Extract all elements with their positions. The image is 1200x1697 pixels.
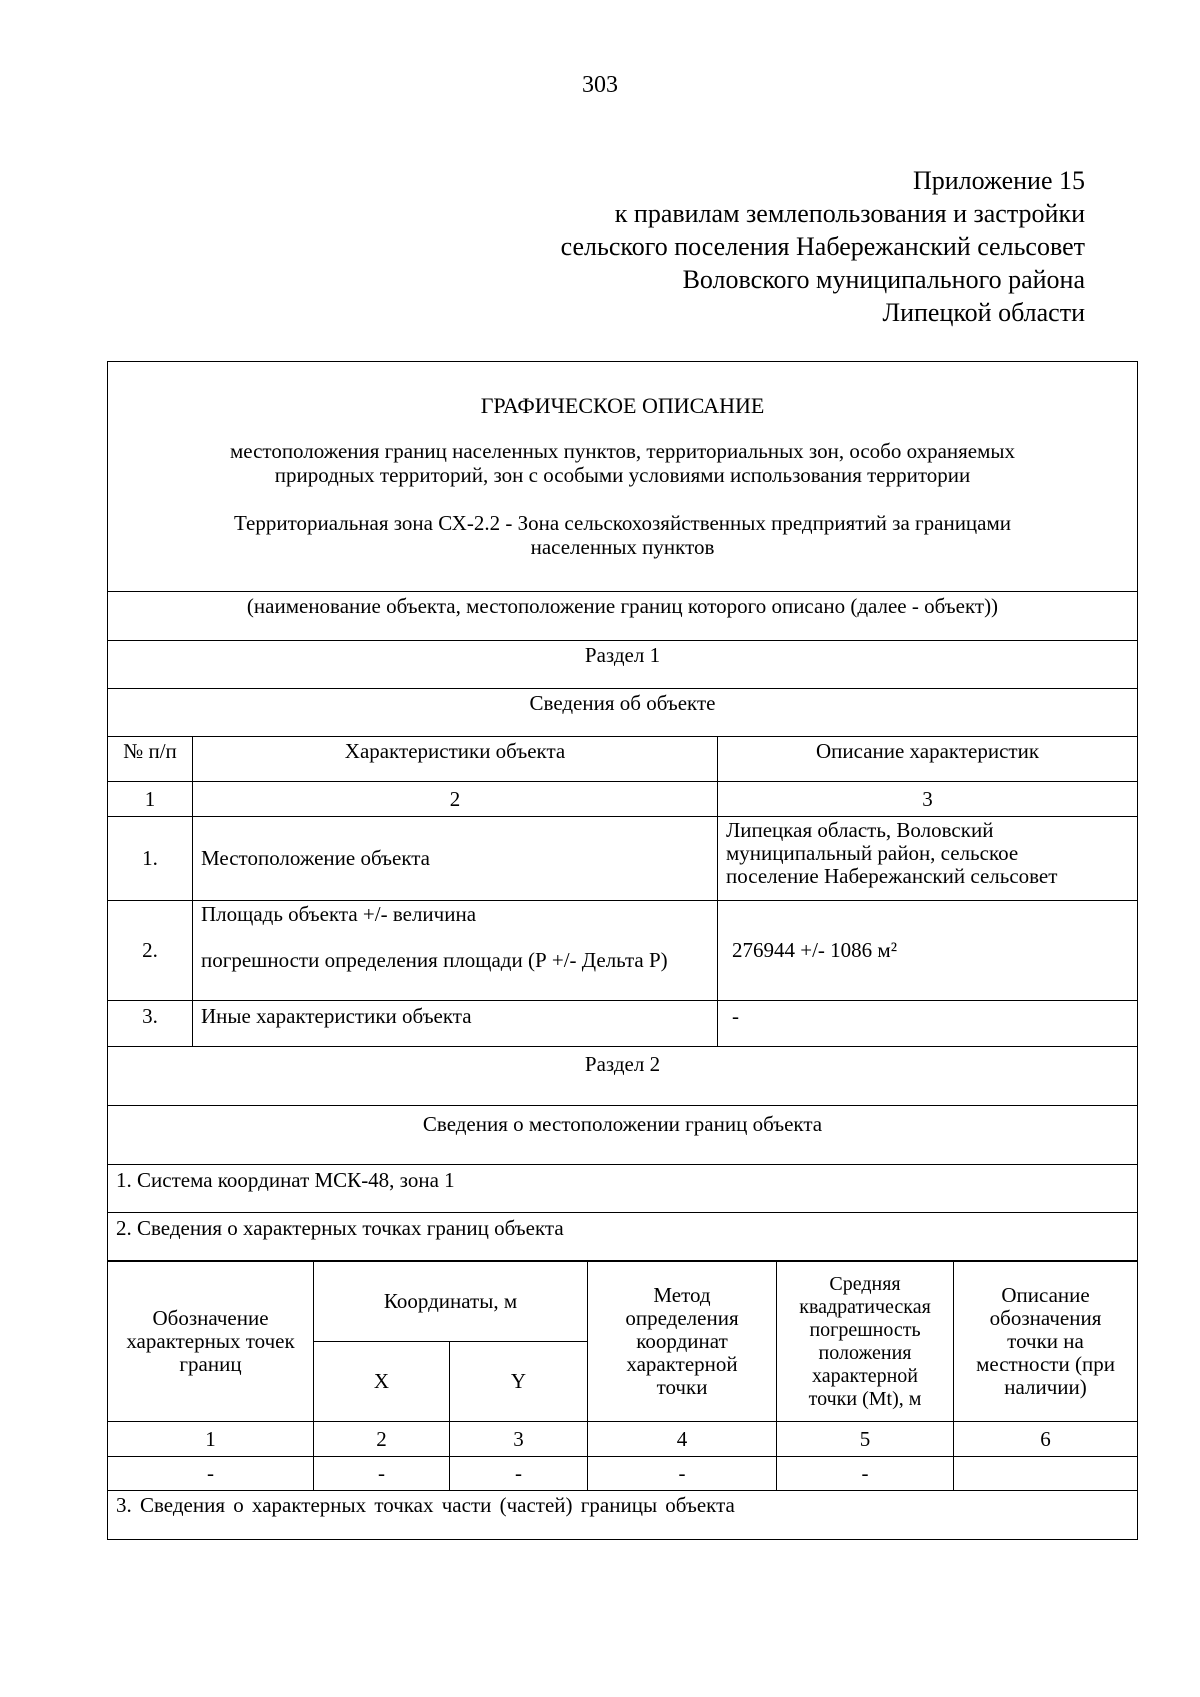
col-point-designation <box>108 1262 314 1422</box>
header-line: квадратическая <box>799 1295 931 1318</box>
col-x: X <box>314 1342 450 1422</box>
description-table <box>107 361 1138 1261</box>
cell-method: - <box>588 1457 777 1491</box>
row-value <box>718 1001 1138 1047</box>
row-characteristic <box>193 901 718 1001</box>
header-line: характерных точек <box>126 1329 295 1353</box>
value-line: 276944 +/- 1086 м² <box>732 938 898 962</box>
value-line: муниципальный район, сельское <box>726 841 1019 865</box>
value-line: Липецкая область, Воловский <box>726 818 994 842</box>
cell-point: - <box>108 1457 314 1491</box>
column-number: 3 <box>718 782 1138 817</box>
column-number: 6 <box>954 1422 1138 1457</box>
row-characteristic: Иные характеристики объекта <box>193 1001 718 1047</box>
page-number: 303 <box>582 72 618 98</box>
cell-y: - <box>450 1457 588 1491</box>
section2-title: Раздел 2 <box>108 1047 1138 1106</box>
header-line: местности (при <box>976 1352 1115 1376</box>
header-line: границ <box>179 1352 242 1376</box>
row-number: 3. <box>108 1001 193 1047</box>
table-row <box>108 1457 1138 1491</box>
appendix-line: Приложение 15 <box>912 166 1085 195</box>
table-row <box>108 901 1138 1001</box>
points-title: 2. Сведения о характерных точках границ объекта <box>108 1213 1138 1261</box>
header-line: определения <box>625 1306 739 1330</box>
points-table <box>107 1261 1138 1540</box>
appendix-line: к правилам землепользования и застройки <box>614 199 1085 228</box>
table-row <box>108 817 1138 901</box>
subtitle-line: местоположения границ населенных пунктов, территориальных зон, особо охраняемых <box>229 439 1016 463</box>
header-line: Описание <box>1001 1283 1090 1307</box>
header-line: Обозначение <box>152 1306 269 1330</box>
cell-description <box>954 1457 1138 1491</box>
column-number: 5 <box>777 1422 954 1457</box>
header-line: точки (Mt), м <box>808 1387 922 1410</box>
zone-name <box>118 511 1127 559</box>
appendix-line: сельского поселения Набережанский сельсовет <box>560 232 1085 261</box>
subtitle-line: природных территорий, зон с особыми условиями использования территории <box>274 463 971 487</box>
appendix-block <box>561 164 1085 329</box>
document-header <box>108 362 1138 592</box>
col-coordinates: Координаты, м <box>314 1262 588 1342</box>
table-row <box>108 1001 1138 1047</box>
document-title: ГРАФИЧЕСКОЕ ОПИСАНИЕ <box>480 393 765 418</box>
header-line: погрешность <box>809 1318 921 1341</box>
column-number: 2 <box>193 782 718 817</box>
zone-line: Территориальная зона СХ-2.2 - Зона сельскохозяйственных предприятий за границами <box>233 511 1012 535</box>
header-line: положения <box>818 1341 912 1364</box>
section1-title: Раздел 1 <box>108 641 1138 689</box>
column-number: 3 <box>450 1422 588 1457</box>
parts-title: 3. Сведения о характерных точках части (частей) границы объекта <box>108 1491 1138 1540</box>
column-number: 1 <box>108 1422 314 1457</box>
column-header-characteristic: Характеристики объекта <box>193 737 718 782</box>
row-number: 2. <box>108 901 193 1001</box>
col-y: Y <box>450 1342 588 1422</box>
cell-error: - <box>777 1457 954 1491</box>
header-line: наличии) <box>1004 1375 1087 1399</box>
col-point-description <box>954 1262 1138 1422</box>
column-header-number: № п/п <box>108 737 193 782</box>
column-number: 4 <box>588 1422 777 1457</box>
header-line: Средняя <box>829 1272 901 1295</box>
row-value <box>718 901 1138 1001</box>
col-mean-error <box>777 1262 954 1422</box>
appendix-line: Липецкой области <box>882 298 1085 327</box>
section1-subtitle: Сведения об объекте <box>108 689 1138 737</box>
zone-line: населенных пунктов <box>530 535 715 559</box>
characteristic-line: погрешности определения площади (Р +/- Дельта Р) <box>201 948 668 972</box>
row-value <box>718 817 1138 901</box>
value-line: - <box>732 1004 739 1028</box>
document-subtitle <box>118 439 1127 487</box>
row-characteristic: Местоположение объекта <box>193 817 718 901</box>
value-line: поселение Набережанский сельсовет <box>726 864 1058 888</box>
cell-x: - <box>314 1457 450 1491</box>
coordinate-system: 1. Система координат МСК-48, зона 1 <box>108 1165 1138 1213</box>
characteristic-line: Площадь объекта +/- величина <box>201 902 477 926</box>
column-number: 2 <box>314 1422 450 1457</box>
header-line: координат <box>636 1329 728 1353</box>
header-line: характерной <box>626 1352 738 1376</box>
header-line: характерной <box>812 1364 918 1387</box>
header-line: точки на <box>1007 1329 1084 1353</box>
object-note: (наименование объекта, местоположение границ которого описано (далее - объект)) <box>108 592 1138 641</box>
col-method <box>588 1262 777 1422</box>
appendix-line: Воловского муниципального района <box>682 265 1085 294</box>
row-number: 1. <box>108 817 193 901</box>
column-header-description: Описание характеристик <box>718 737 1138 782</box>
header-line: обозначения <box>989 1306 1102 1330</box>
column-number: 1 <box>108 782 193 817</box>
section2-subtitle: Сведения о местоположении границ объекта <box>108 1106 1138 1165</box>
header-line: точки <box>656 1375 708 1399</box>
header-line: Метод <box>653 1283 711 1307</box>
